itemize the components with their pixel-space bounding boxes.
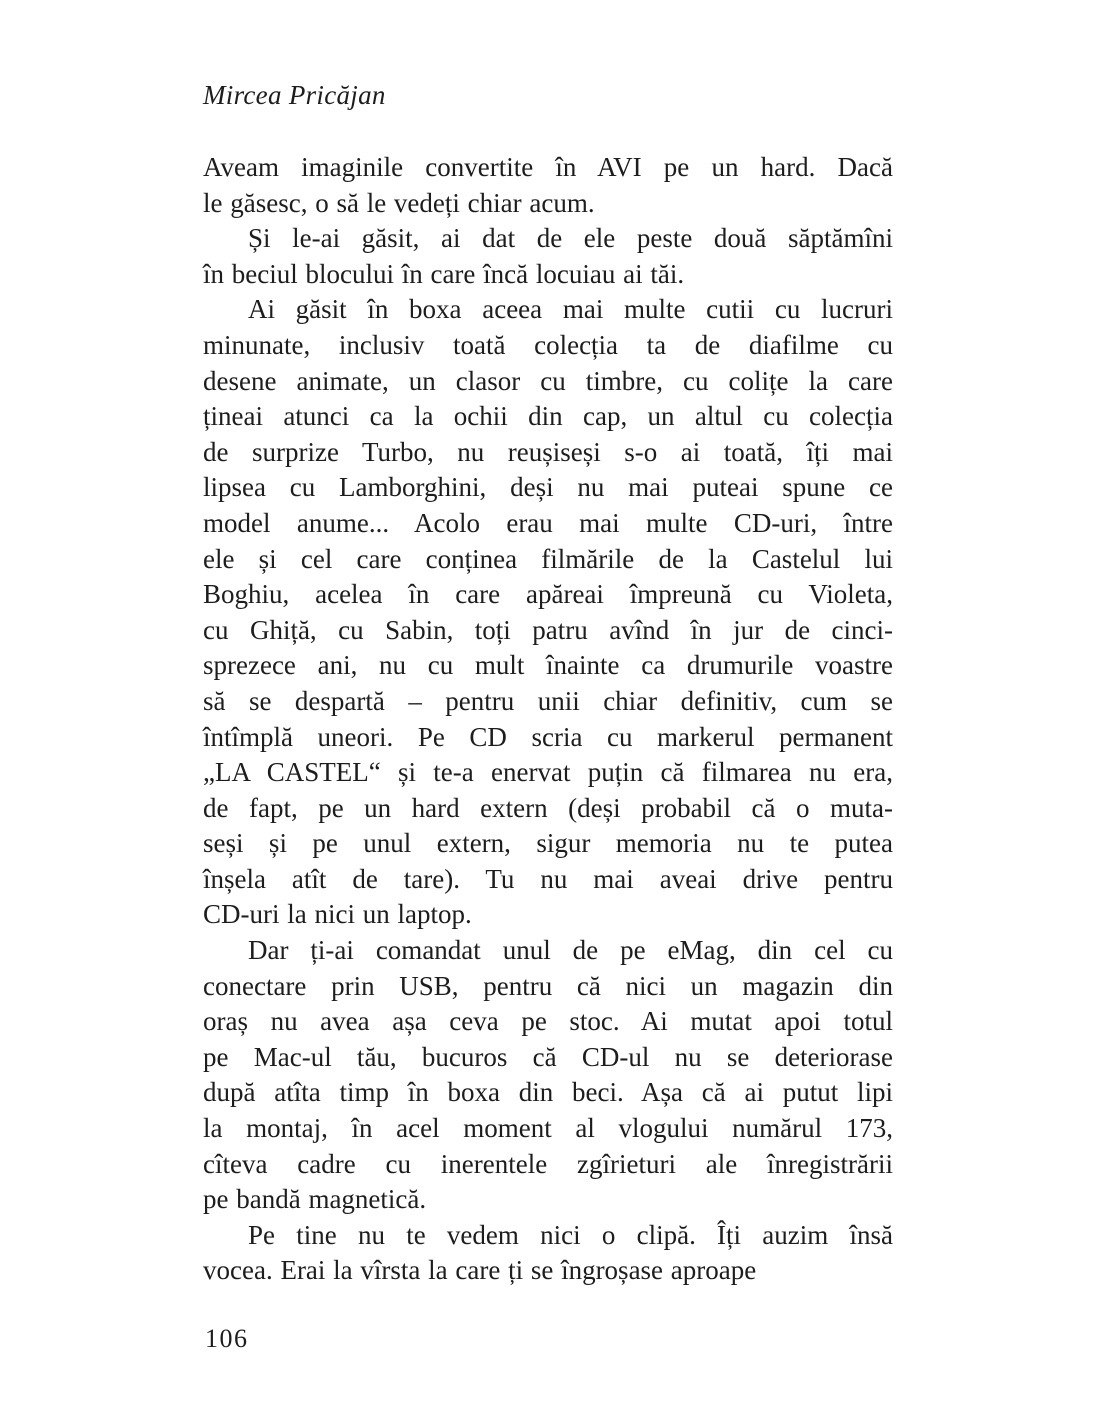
- text-line: sprezece ani, nu cu mult înainte ca drumurile voastre: [203, 650, 893, 681]
- text-line: înșela atît de tare). Tu nu mai aveai drive pentru: [203, 863, 893, 894]
- text-line: pe bandă magnetică.: [203, 1184, 427, 1215]
- text-line: după atîta timp în boxa din beci. Așa că ai putut lipi: [203, 1077, 893, 1108]
- text-line: întîmplă uneori. Pe CD scria cu markerul permanent: [203, 721, 893, 752]
- text-line: Și le-ai găsit, ai dat de ele peste două săptămîni: [248, 223, 893, 254]
- text-line: oraș nu avea așa ceva pe stoc. Ai mutat apoi totul: [203, 1006, 893, 1037]
- text-line: la montaj, în acel moment al vlogului numărul 173,: [203, 1113, 893, 1144]
- text-line: vocea. Erai la vîrsta la care ți se îngroșase aproape: [203, 1255, 757, 1286]
- text-line: Aveam imaginile convertite în AVI pe un hard. Dacă: [203, 152, 893, 182]
- text-line: le găsesc, o să le vedeți chiar acum.: [203, 187, 595, 218]
- text-line: țineai atunci ca la ochii din cap, un altul cu colecția: [203, 401, 893, 432]
- text-line: de fapt, pe un hard extern (deși probabil că o muta-: [203, 792, 893, 823]
- text-line: CD-uri la nici un laptop.: [203, 899, 472, 930]
- page-number: 106: [205, 1324, 249, 1353]
- text-line: Boghiu, acelea în care apăreai împreună cu Violeta,: [203, 579, 893, 610]
- text-line: desene animate, un clasor cu timbre, cu colițe la care: [203, 365, 893, 396]
- text-line: seși și pe unul extern, sigur memoria nu te putea: [203, 828, 893, 859]
- text-line: de surprize Turbo, nu reușiseși s-o ai toată, îți mai: [203, 436, 893, 467]
- running-header-author: Mircea Pricăjan: [203, 80, 386, 110]
- text-line: model anume... Acolo erau mai multe CD-uri, între: [203, 507, 893, 538]
- body-text: [203, 150, 893, 1289]
- text-line: „LA CASTEL“ și te-a enervat puțin că filmarea nu era,: [203, 757, 893, 788]
- text-line: lipsea cu Lamborghini, deși nu mai puteai spune ce: [203, 472, 893, 503]
- text-line: conectare prin USB, pentru că nici un magazin din: [203, 970, 893, 1001]
- text-line: minunate, inclusiv toată colecția ta de diafilme cu: [203, 329, 893, 360]
- text-line: cîteva cadre cu inerentele zgîrieturi ale înregistrării: [203, 1148, 893, 1179]
- text-line: să se despartă – pentru unii chiar definitiv, cum se: [203, 685, 893, 716]
- text-line: Pe tine nu te vedem nici o clipă. Îți auzim însă: [248, 1219, 893, 1250]
- text-line: în beciul blocului în care încă locuiau ai tăi.: [203, 258, 685, 289]
- text-line: Ai găsit în boxa aceea mai multe cutii cu lucruri: [248, 294, 893, 325]
- text-line: cu Ghiță, cu Sabin, toți patru avînd în jur de cinci-: [203, 614, 893, 645]
- text-line: pe Mac-ul tău, bucuros că CD-ul nu se deteriorase: [203, 1041, 893, 1072]
- text-line: ele și cel care conținea filmările de la Castelul lui: [203, 543, 893, 574]
- text-line: Dar ți-ai comandat unul de pe eMag, din cel cu: [248, 935, 893, 966]
